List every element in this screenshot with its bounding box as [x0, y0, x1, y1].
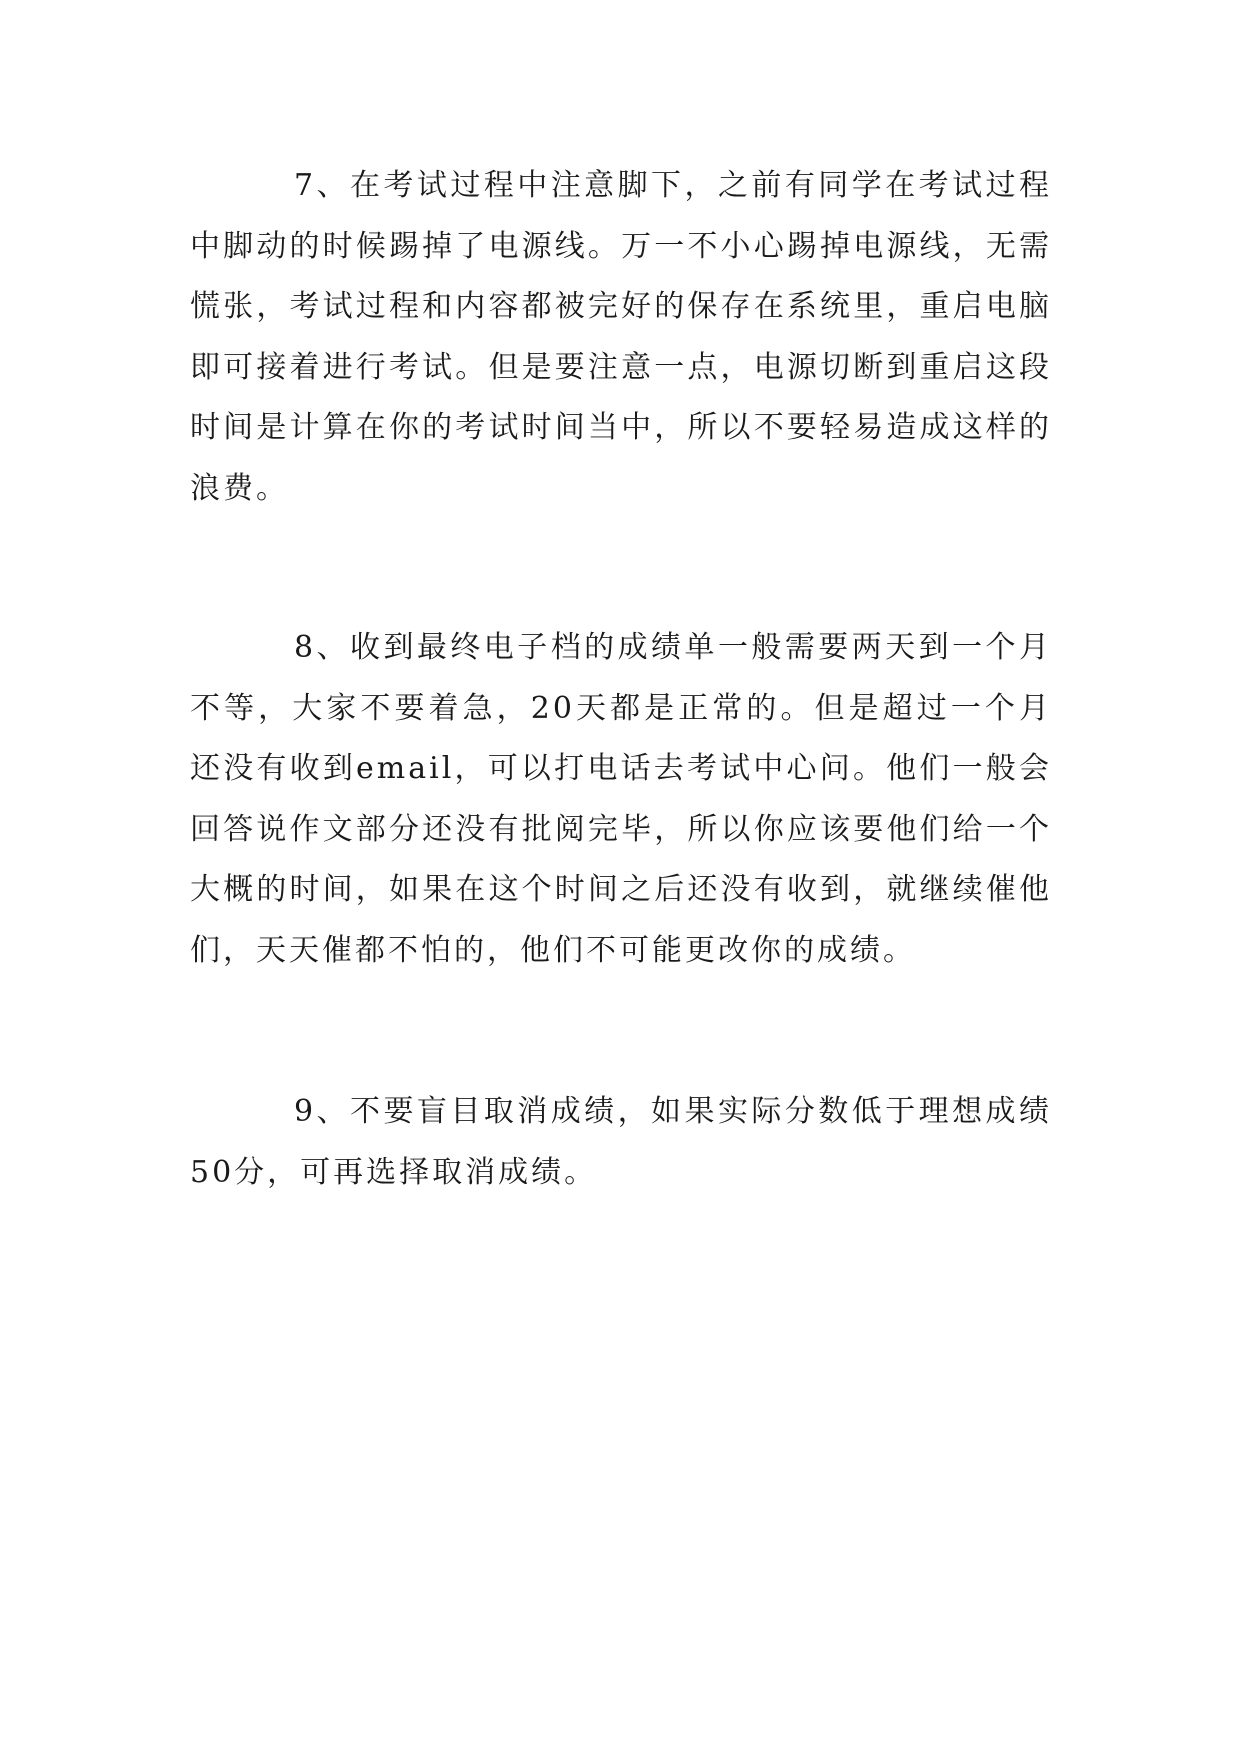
paragraph-item-8: 8、收到最终电子档的成绩单一般需要两天到一个月不等，大家不要着急，20天都是正常的。但是超过一个月还没有收到email，可以打电话去考试中心问。他们一般会回答说作文部分还没有批阅完毕，所以你应该要他们给一个大概的时间，如果在这个时间之后还没有收到，就继续催他们，天天催都不怕的，他们不可能更改你的成绩。 — [190, 630, 1052, 968]
paragraph-item-7: 7、在考试过程中注意脚下，之前有同学在考试过程中脚动的时候踢掉了电源线。万一不小心踢掉电源线，无需慌张，考试过程和内容都被完好的保存在系统里，重启电脑即可接着进行考试。但是要注意一点，电源切断到重启这段时间是计算在你的考试时间当中，所以不要轻易造成这样的浪费。 — [190, 168, 1052, 506]
paragraph-item-9: 9、不要盲目取消成绩，如果实际分数低于理想成绩50分，可再选择取消成绩。 — [190, 1094, 1052, 1190]
